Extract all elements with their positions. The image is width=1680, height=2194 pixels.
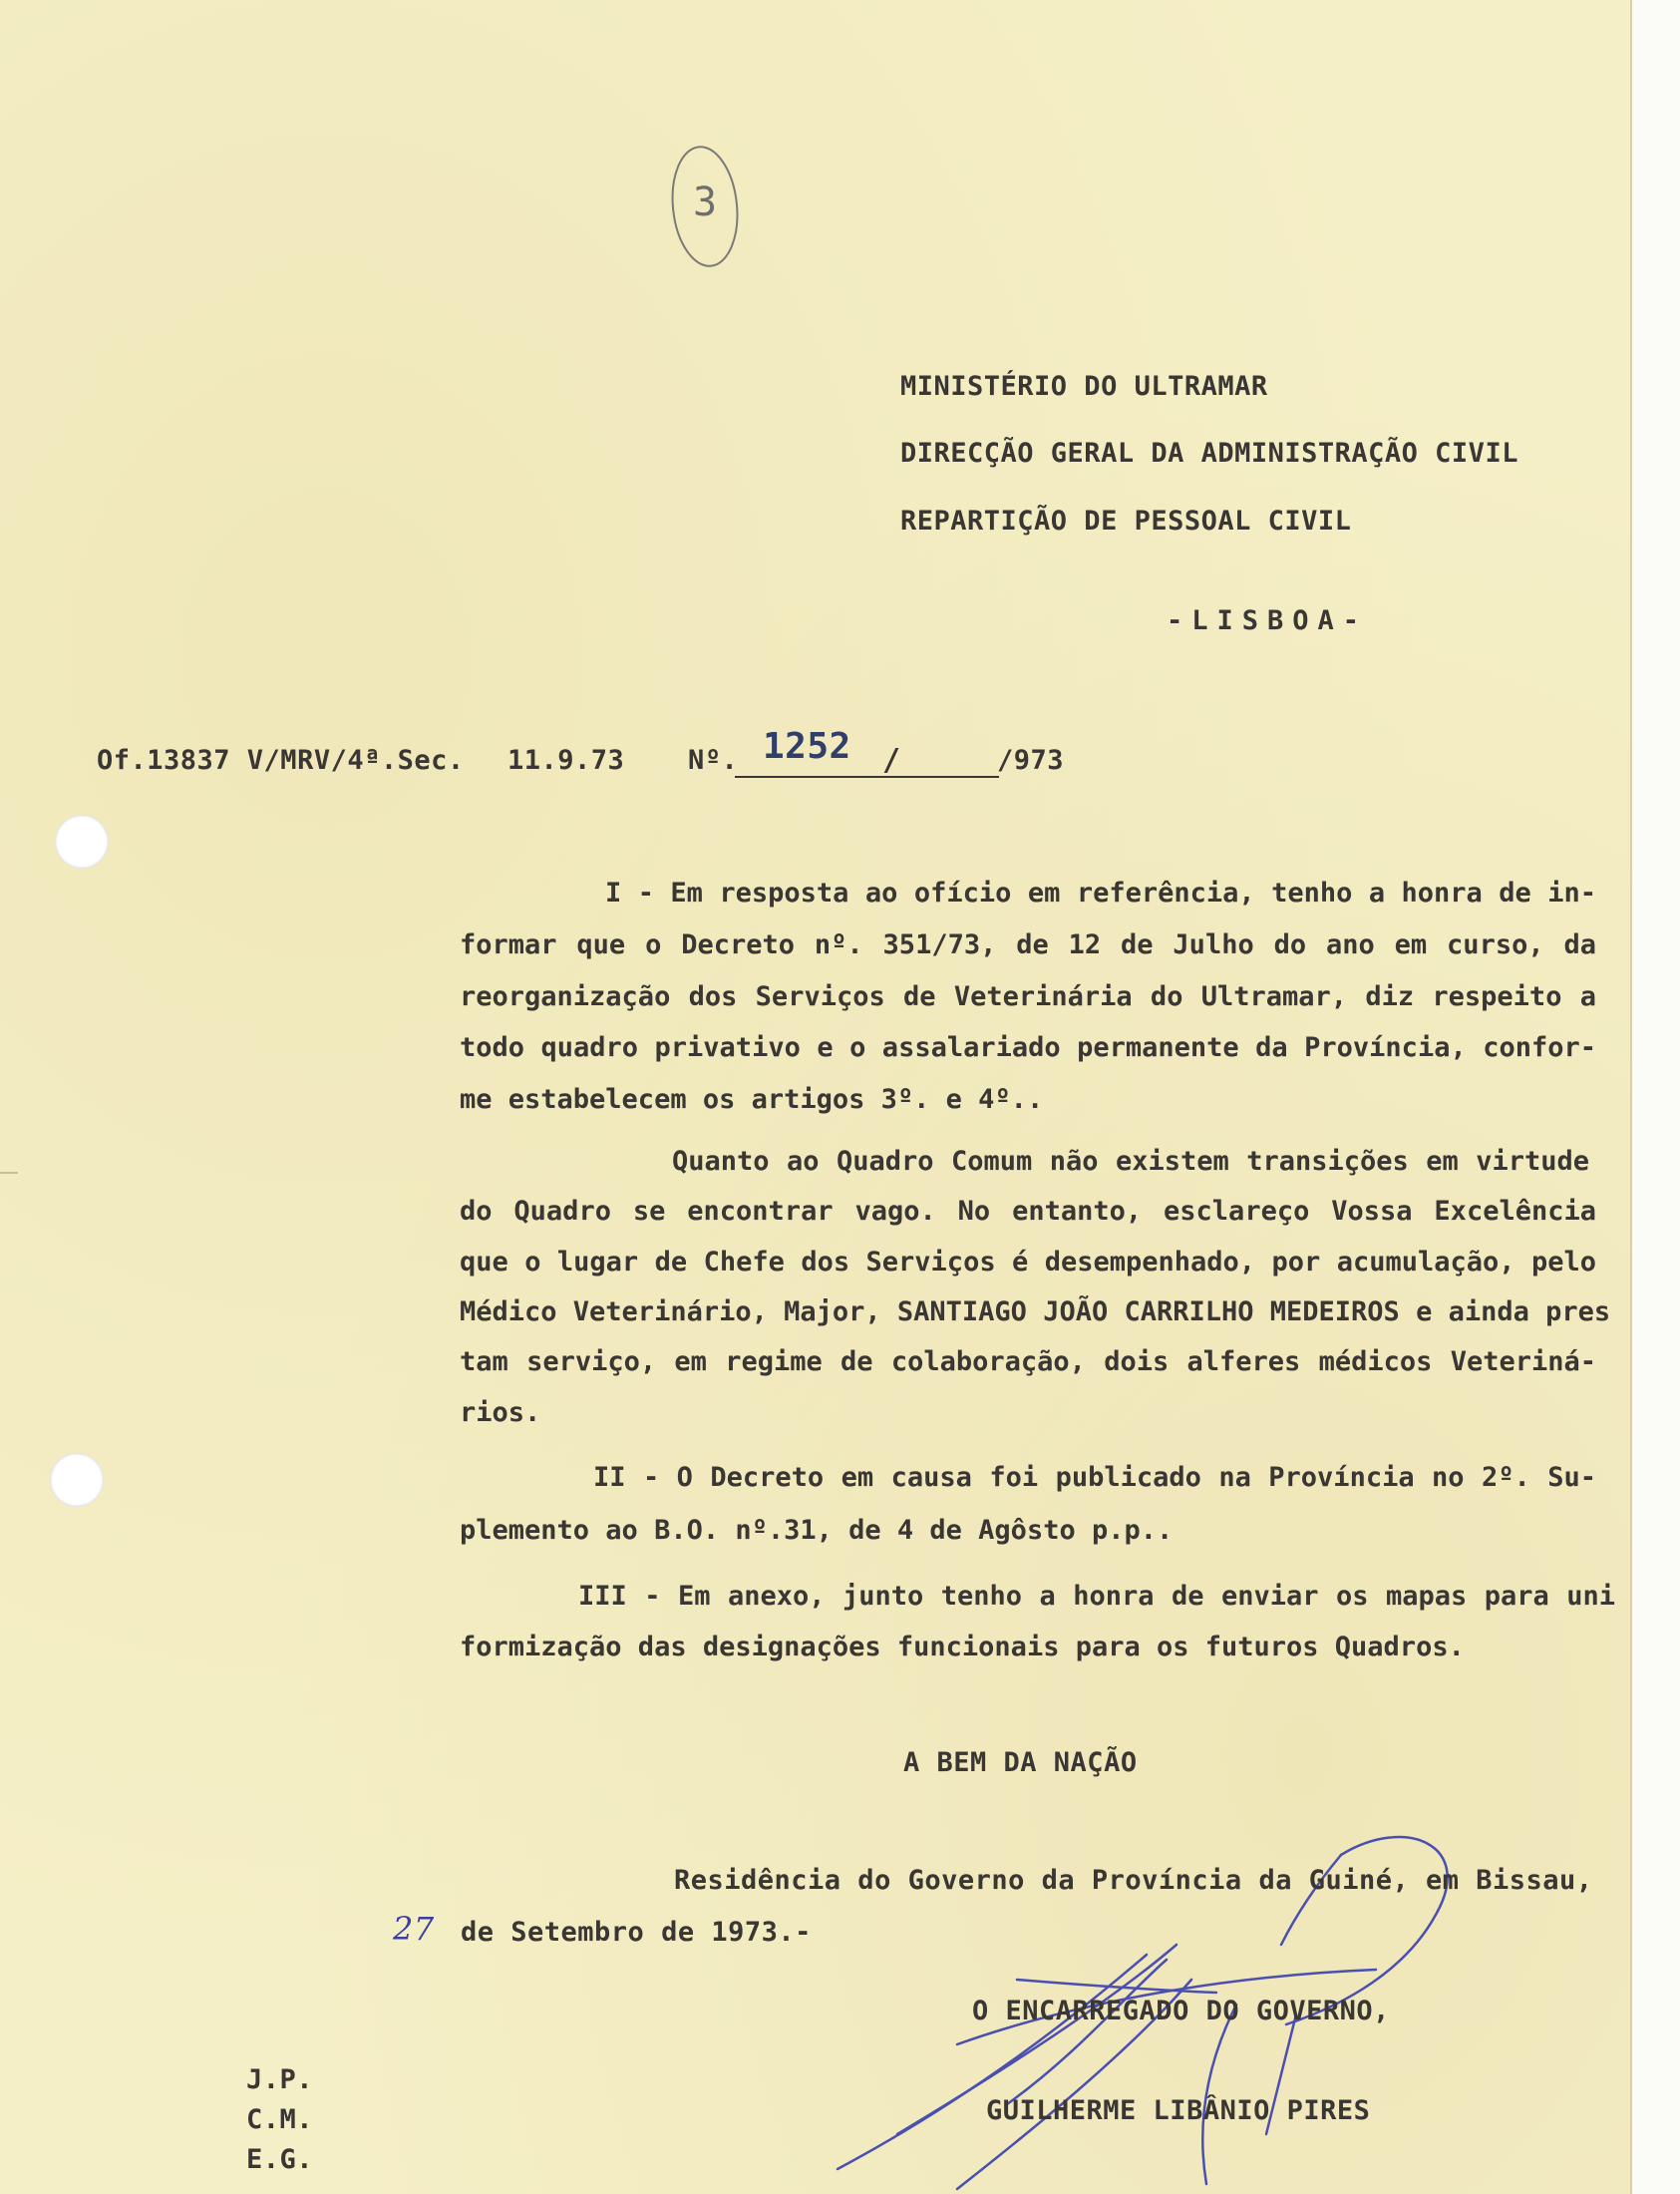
- reference-date: 11.9.73: [507, 745, 625, 776]
- closing-place: Residência do Governo da Província da Guiné, em Bissau,: [674, 1865, 1593, 1896]
- para2-line4: Médico Veterinário, Major, SANTIAGO JOÃO CARRILHO MEDEIROS e ainda pres: [460, 1296, 1611, 1327]
- letterhead-city: -LISBOA-: [1167, 605, 1369, 636]
- para2-line6: rios.: [460, 1397, 541, 1428]
- closing-day-handwritten: 27: [393, 1910, 435, 1948]
- closing-date: de Setembro de 1973.-: [461, 1917, 812, 1948]
- para3-line2: plemento ao B.O. nº.31, de 4 de Agôsto p.p..: [460, 1515, 1174, 1546]
- para1-line3: reorganização dos Serviços de Veterinária do Ultramar, diz respeito a: [460, 981, 1596, 1012]
- para4-line1: III - Em anexo, junto tenho a honra de enviar os mapas para uni: [578, 1581, 1615, 1612]
- letterhead-ministry: MINISTÉRIO DO ULTRAMAR: [900, 371, 1268, 402]
- para1-line4: todo quadro privativo e o assalariado permanente da Província, confor-: [460, 1032, 1596, 1063]
- para4-line2: formização das designações funcionais para os futuros Quadros.: [460, 1632, 1465, 1662]
- reference-number-value: 1252: [763, 726, 851, 767]
- para2-line1: Quanto ao Quadro Comum não existem transições em virtude: [672, 1146, 1589, 1177]
- para3-line1: II - O Decreto em causa foi publicado na Província no 2º. Su-: [593, 1462, 1596, 1493]
- signatory-title: O ENCARREGADO DO GOVERNO,: [972, 1996, 1390, 2026]
- para2-line3: que o lugar de Chefe dos Serviços é desempenhado, por acumulação, pelo: [460, 1247, 1596, 1278]
- reference-number-label: Nº.: [688, 745, 739, 776]
- reference-year: /973: [997, 745, 1065, 776]
- distribution-item: J.P.: [246, 2064, 314, 2095]
- salutation: A BEM DA NAÇÃO: [903, 1747, 1138, 1778]
- para1-line1: I - Em resposta ao ofício em referência, tenho a honra de in-: [605, 878, 1596, 909]
- distribution-item: C.M.: [246, 2104, 314, 2135]
- distribution-item: E.G.: [246, 2144, 314, 2175]
- reference-number-underline: [735, 776, 999, 778]
- para2-line2: do Quadro se encontrar vago. No entanto, esclareço Vossa Excelência: [460, 1196, 1596, 1227]
- reference-office: Of.13837 V/MRV/4ª.Sec.: [97, 745, 465, 776]
- letterhead-department: REPARTIÇÃO DE PESSOAL CIVIL: [900, 506, 1352, 537]
- para1-line2: formar que o Decreto nº. 351/73, de 12 de Julho do ano em curso, da: [460, 929, 1596, 960]
- letterhead-directorate: DIRECÇÃO GERAL DA ADMINISTRAÇÃO CIVIL: [900, 438, 1518, 469]
- reference-number-slash: /: [882, 743, 901, 778]
- signatory-name: GUILHERME LIBÂNIO PIRES: [986, 2095, 1371, 2126]
- para1-line5: me estabelecem os artigos 3º. e 4º..: [460, 1084, 1044, 1115]
- folio-number: 3: [693, 180, 718, 225]
- para2-line5: tam serviço, em regime de colaboração, dois alferes médicos Veteriná-: [460, 1346, 1596, 1377]
